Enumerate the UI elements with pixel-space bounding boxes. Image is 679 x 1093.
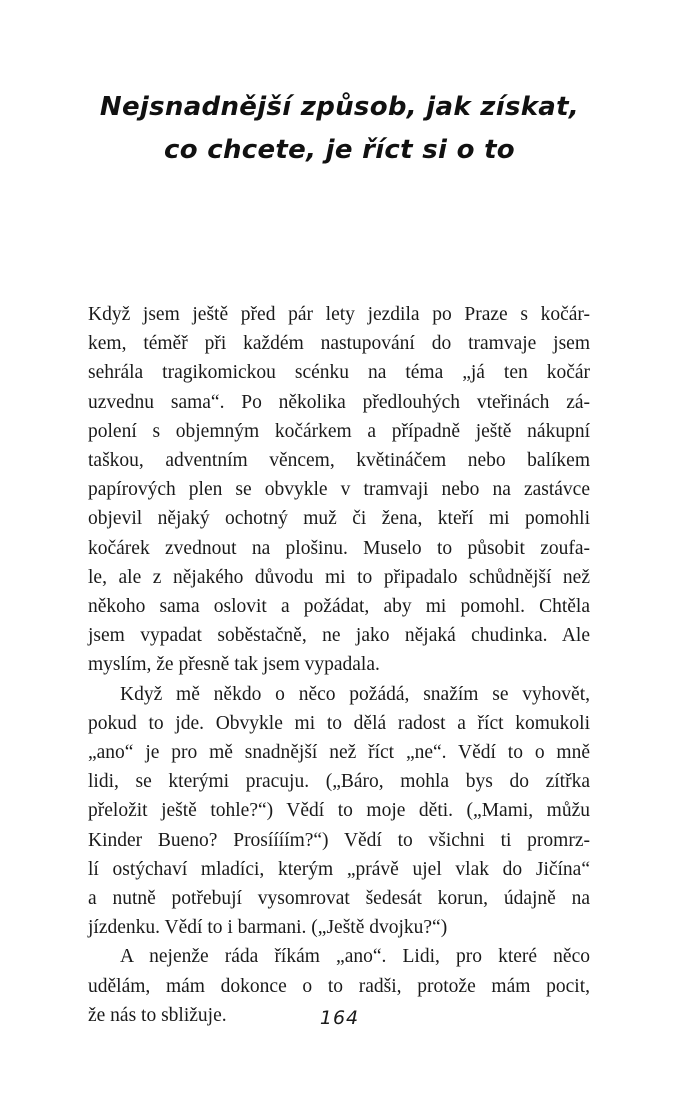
text-line: le, ale z nějakého důvodu mi to připadalo schůdnější než	[88, 566, 590, 588]
text-line: lí ostýchaví mladíci, kterým „právě ujel vlak do Jičína“	[88, 858, 590, 880]
text-line: někoho sama oslovit a požádat, aby mi pomohl. Chtěla	[88, 596, 590, 618]
text-line: Když mě někdo o něco požádá, snažím se vyhovět,	[120, 683, 590, 705]
chapter-title-line: co chcete, je říct si o to	[164, 135, 515, 165]
text-line: Když jsem ještě před pár lety jezdila po Praze s kočár-	[88, 304, 590, 325]
text-line: myslím, že přesně tak jsem vypadala.	[88, 654, 380, 676]
text-line: pokud to jde. Obvykle mi to dělá radost a říct komukoli	[88, 712, 590, 734]
text-line: taškou, adventním věncem, květináčem nebo balíkem	[88, 450, 590, 472]
text-line: kem, téměř při každém nastupování do tramvaje jsem	[88, 333, 590, 355]
text-line: že nás to sbližuje.	[88, 1004, 227, 1026]
paragraph-2	[88, 680, 590, 943]
text-line: jízdenku. Vědí to i barmani. („Ještě dvojku?“)	[88, 917, 448, 939]
page-number: 164	[319, 1007, 360, 1029]
text-line: polení s objemným kočárkem a případně ještě nákupní	[88, 420, 590, 442]
paragraph-1	[88, 300, 590, 680]
text-line: „ano“ je pro mě snadnější než říct „ne“. Vědí to o mně	[88, 742, 590, 764]
text-line: Kinder Bueno? Prosíííím?“) Vědí to všichni ti promrz-	[88, 829, 590, 851]
text-line: A nejenže ráda říkám „ano“. Lidi, pro které něco	[120, 946, 590, 968]
text-line: udělám, mám dokonce o to radši, protože mám pocit,	[88, 975, 590, 997]
text-line: uzvednu sama“. Po několika předlouhých vteřinách zá-	[88, 391, 590, 413]
text-line: přeložit ještě tohle?“) Vědí to moje děti. („Mami, můžu	[88, 800, 590, 822]
text-line: kočárek zvednout na plošinu. Muselo to působit zoufa-	[88, 537, 590, 559]
text-line: lidi, se kterými pracuju. („Báro, mohla bys do zítřka	[88, 771, 590, 793]
text-line: papírových plen se obvykle v tramvaji nebo na zastávce	[88, 479, 590, 501]
text-line: objevil nějaký ochotný muž či žena, kteří mi pomohli	[88, 508, 590, 530]
text-line: jsem vypadat soběstačně, ne jako nějaká chudinka. Ale	[88, 625, 590, 647]
body-text	[88, 300, 590, 1030]
text-line: sehrála tragikomickou scénku na téma „já ten kočár	[88, 362, 590, 384]
chapter-title	[60, 86, 619, 172]
chapter-title-line: Nejsnadnější způsob, jak získat,	[99, 92, 580, 122]
text-line: a nutně potřebují vysomrovat šedesát korun, údajně na	[88, 888, 590, 910]
